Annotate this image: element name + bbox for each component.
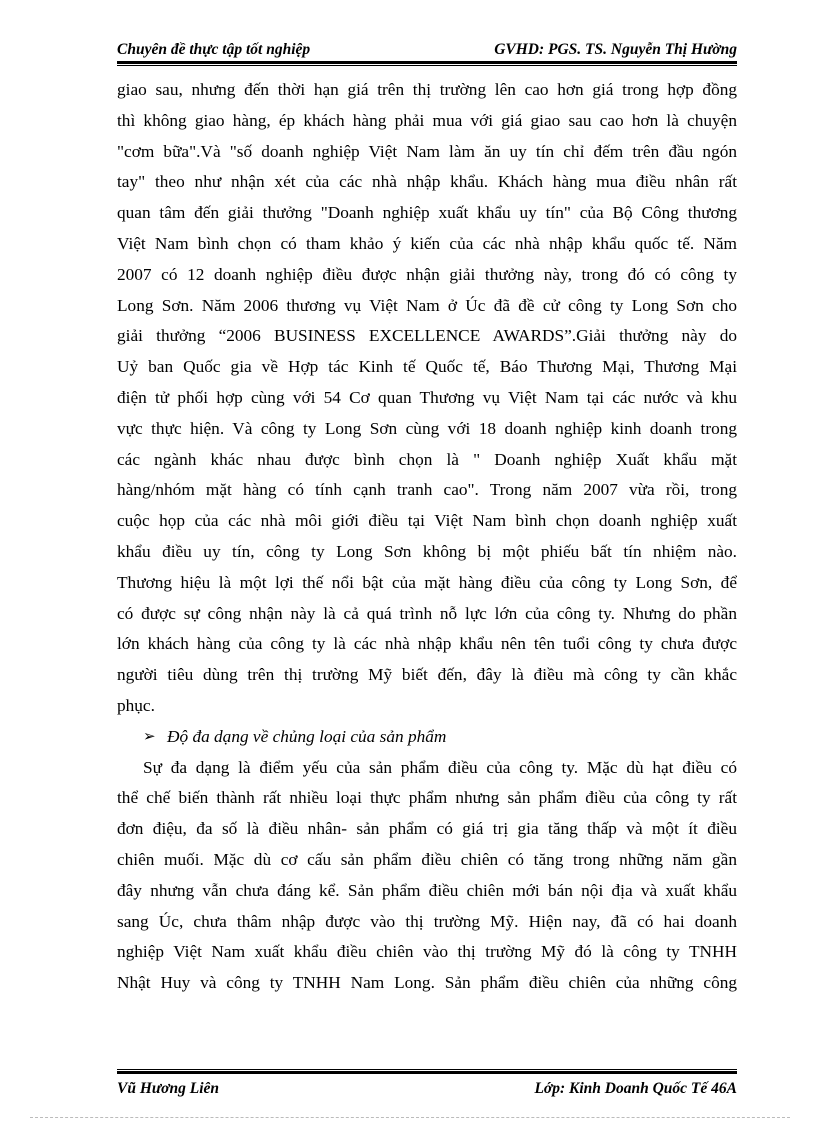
- text-line: Sự đa dạng là điểm yếu của sản phẩm điều của công ty. Mặc dù hạt điều có: [143, 757, 737, 777]
- footer-class: Lớp: Kinh Doanh Quốc Tế 46A: [534, 1080, 737, 1097]
- text-line: Việt Nam bình chọn có tham khảo ý kiến của các nhà nhập khẩu quốc tế. Năm: [117, 233, 737, 253]
- paragraph-1: [117, 75, 737, 722]
- text-line: hàng/nhóm mặt hàng có tính cạnh tranh cao". Trong năm 2007 vừa rồi, trong: [117, 480, 737, 500]
- text-line: 2007 có 12 doanh nghiệp điều được nhận giải thưởng này, trong đó có công ty: [117, 264, 737, 284]
- text-line: vực thực hiện. Và công ty Long Sơn cùng với 18 doanh nghiệp kinh doanh trong: [117, 418, 737, 438]
- text-line: Uỷ ban Quốc gia về Hợp tác Kinh tế Quốc tế, Báo Thương Mại, Thương Mại: [117, 357, 737, 377]
- text-line: chiên muối. Mặc dù cơ cấu sản phẩm điều chiên có tăng trong những năm gần: [117, 849, 737, 869]
- text-line: tay" theo như nhận xét của các nhà nhập khẩu. Khách hàng mua điều nhân rất: [117, 172, 737, 192]
- header-advisor: GVHD: PGS. TS. Nguyễn Thị Hường: [494, 41, 737, 58]
- text-line: phục.: [117, 695, 155, 715]
- text-line: Thương hiệu là một lợi thế nổi bật của mặt hàng điều của công ty Long Sơn, để: [117, 572, 737, 592]
- text-line: đây nhưng vẫn chưa đáng kể. Sản phẩm điều chiên mới bán nội địa và xuất khẩu: [117, 880, 737, 900]
- page-header: [117, 37, 737, 59]
- text-line: đơn điệu, đa số là điều nhân- sản phẩm có giá trị gia tăng thấp và một ít điều: [117, 819, 737, 839]
- text-line: Nhật Huy và công ty TNHH Nam Long. Sản phẩm điều chiên của những công: [117, 973, 737, 993]
- text-line: cuộc họp của các nhà môi giới điều tại Việt Nam bình chọn doanh nghiệp xuất: [117, 511, 737, 531]
- text-line: thể chế biến thành rất nhiều loại thực phẩm nhưng sản phẩm điều của công ty rất: [117, 788, 737, 808]
- text-line: lớn khách hàng của công ty là các nhà nhập khẩu nên tên tuổi công ty chưa được: [117, 634, 737, 654]
- text-line: Long Sơn. Năm 2006 thương vụ Việt Nam ở Úc đã đề cử công ty Long Sơn cho: [117, 295, 737, 315]
- header-rule: [117, 61, 737, 66]
- footer-author: Vũ Hương Liên: [117, 1080, 220, 1097]
- arrow-bullet-icon: ➢: [143, 728, 156, 745]
- text-line: điện tử phối hợp cùng với 54 Cơ quan Thương vụ Việt Nam tại các nước và khu: [117, 387, 737, 407]
- text-line: giao sau, nhưng đến thời hạn giá trên thị trường lên cao hơn giá trong hợp đồng: [117, 80, 737, 99]
- text-line: các ngành khác nhau được bình chọn là " Doanh nghiệp Xuất khẩu mặt: [117, 449, 737, 469]
- text-line: người tiêu dùng trên thị trường Mỹ biết đến, đây là điều mà công ty cần khắc: [117, 665, 737, 685]
- text-line: khẩu điều uy tín, công ty Long Sơn không bị một phiếu bất tín nhiệm nào.: [117, 541, 737, 561]
- document-body: [117, 75, 737, 999]
- text-line: sang Úc, chưa thâm nhập được vào thị trường Mỹ. Hiện nay, đã có hai doanh: [117, 911, 737, 931]
- page-edge: [30, 1117, 790, 1118]
- text-line: thì không giao hàng, ép khách hàng phải mua với giá giao sau cao hơn là chuyện: [117, 110, 737, 130]
- text-line: nghiệp Việt Nam xuất khẩu điều chiên vào thị trường Mỹ đó là công ty TNHH: [117, 942, 737, 962]
- section-heading: [117, 722, 737, 753]
- header-title: Chuyên đề thực tập tốt nghiệp: [117, 41, 311, 58]
- paragraph-2: [117, 753, 737, 999]
- text-line: có được sự công nhận này là cả quá trình nỗ lực lớn của công ty. Nhưng do phần: [117, 603, 737, 623]
- text-line: giải thưởng “2006 BUSINESS EXCELLENCE AWARDS”.Giải thưởng này do: [117, 326, 737, 346]
- section-heading-text: Độ đa dạng về chủng loại của sản phẩm: [167, 726, 447, 746]
- text-line: quan tâm đến giải thưởng "Doanh nghiệp xuất khẩu uy tín" của Bộ Công thương: [117, 203, 737, 223]
- text-line: "cơm bữa".Và "số doanh nghiệp Việt Nam làm ăn uy tín chỉ đếm trên đầu ngón: [117, 141, 737, 161]
- page-footer: [117, 1080, 737, 1102]
- footer-rule: [117, 1069, 737, 1074]
